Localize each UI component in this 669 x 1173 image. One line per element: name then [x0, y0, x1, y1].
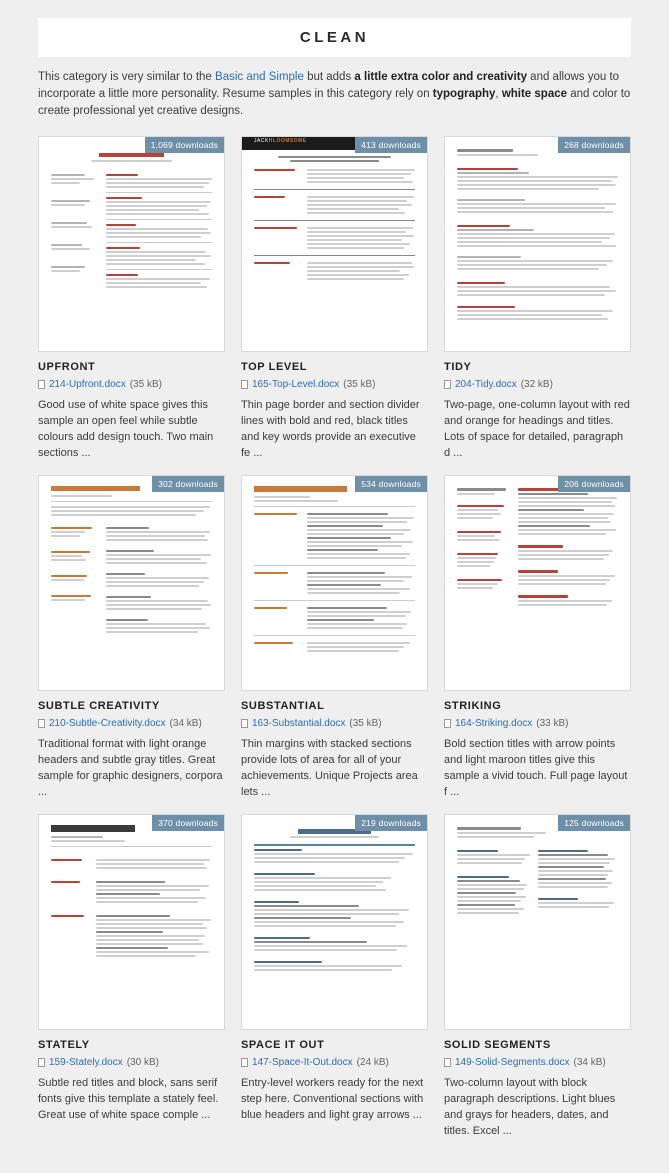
file-size: (24 kB) [356, 1057, 389, 1068]
download-count-badge: 1,069 downloads [145, 137, 224, 153]
resume-preview [445, 476, 630, 690]
download-link[interactable]: 210-Subtle-Creativity.docx [49, 718, 166, 729]
template-thumbnail[interactable] [444, 475, 631, 691]
document-icon [444, 719, 451, 728]
template-name: STRIKING [444, 700, 502, 712]
intro-text-1: This category is very similar to the [38, 71, 216, 83]
document-icon [241, 719, 248, 728]
template-description: Bold section titles with arrow points and light maroon titles give this sample a vivid touch. Full page layout f ... [444, 738, 628, 798]
download-link[interactable]: 163-Substantial.docx [252, 718, 346, 729]
template-file-row [38, 718, 225, 729]
document-icon [444, 1058, 451, 1067]
template-thumbnail[interactable] [444, 814, 631, 1030]
document-icon [38, 380, 45, 389]
template-description: Thin margins with stacked sections provide lots of area for all of your achievements. Unique Projects area lets ... [241, 738, 418, 798]
template-thumbnail[interactable] [38, 475, 225, 691]
download-count-badge: 125 downloads [558, 815, 630, 831]
template-card [38, 136, 225, 461]
template-thumbnail[interactable] [241, 136, 428, 352]
template-description: Two-column layout with block paragraph descriptions. Light blues and grays for headers, dates, and titles. Excel ... [444, 1077, 616, 1137]
template-card [444, 814, 631, 1139]
template-name: SUBTLE CREATIVITY [38, 700, 160, 712]
download-link[interactable]: 147-Space-It-Out.docx [252, 1057, 353, 1068]
resume-template-grid [38, 136, 631, 1153]
template-thumbnail[interactable] [38, 814, 225, 1030]
template-card [444, 475, 631, 800]
template-thumbnail[interactable] [444, 136, 631, 352]
resume-preview [445, 137, 630, 351]
template-description: Traditional format with light orange headers and subtle gray titles. Great sample for graphic designers, corpora ... [38, 738, 223, 798]
file-size: (35 kB) [129, 379, 162, 390]
download-link[interactable]: 149-Solid-Segments.docx [455, 1057, 570, 1068]
template-file-row [444, 718, 631, 729]
category-description [38, 69, 631, 120]
intro-text-4: , [495, 88, 502, 100]
template-description: Entry-level workers ready for the next step here. Conventional sections with blue headers and light gray arrows ... [241, 1077, 424, 1121]
template-file-row [38, 1057, 225, 1068]
download-link[interactable]: 164-Striking.docx [455, 718, 533, 729]
resume-preview [39, 476, 224, 690]
template-description: Good use of white space gives this sample an open feel while subtle colours add design touch. Two main sections ... [38, 399, 214, 459]
template-card [444, 136, 631, 461]
file-size: (34 kB) [169, 718, 202, 729]
template-card [241, 814, 428, 1139]
intro-bold-2: typography [432, 88, 496, 100]
basic-and-simple-link[interactable]: Basic and Simple [215, 71, 304, 83]
resume-preview [242, 476, 427, 690]
template-file-row [241, 379, 428, 390]
template-thumbnail[interactable] [241, 475, 428, 691]
download-count-badge: 370 downloads [152, 815, 224, 831]
download-count-badge: 219 downloads [355, 815, 427, 831]
template-description: Thin page border and section divider lines with bold and red, black titles and key words provide an executive fe ... [241, 399, 420, 459]
download-link[interactable]: 214-Upfront.docx [49, 379, 126, 390]
intro-text-2: but adds [303, 71, 355, 83]
template-thumbnail[interactable] [38, 136, 225, 352]
template-card [241, 475, 428, 800]
page-title: CLEAN [299, 29, 370, 46]
intro-text-5: and color to create professional yet creative designs. [38, 88, 631, 117]
template-description: Two-page, one-column layout with red and orange for headings and titles. Lots of space for detailed, paragraph d ... [444, 399, 630, 459]
resume-preview: JACKHLOOMSOME [242, 137, 427, 351]
template-name: SUBSTANTIAL [241, 700, 325, 712]
document-icon [38, 1058, 45, 1067]
template-card [241, 136, 428, 461]
template-file-row [444, 1057, 631, 1068]
resume-preview [39, 815, 224, 1029]
intro-bold-3: white space [501, 88, 568, 100]
download-link[interactable]: 159-Stately.docx [49, 1057, 123, 1068]
document-icon [241, 1058, 248, 1067]
file-size: (34 kB) [573, 1057, 606, 1068]
template-file-row [241, 718, 428, 729]
download-link[interactable]: 204-Tidy.docx [455, 379, 517, 390]
download-count-badge: 534 downloads [355, 476, 427, 492]
resume-preview [39, 137, 224, 351]
template-name: SOLID SEGMENTS [444, 1039, 551, 1051]
file-size: (32 kB) [520, 379, 553, 390]
intro-text-3: and allows you to incorporate a little more personality. Resume samples in this category rely on [38, 71, 620, 100]
category-title-bar [38, 18, 631, 57]
template-name: UPFRONT [38, 361, 96, 373]
template-name: STATELY [38, 1039, 90, 1051]
file-size: (33 kB) [536, 718, 569, 729]
download-count-badge: 268 downloads [558, 137, 630, 153]
file-size: (35 kB) [349, 718, 382, 729]
template-file-row [444, 379, 631, 390]
template-file-row [38, 379, 225, 390]
intro-bold-1: a little extra color and creativity [354, 71, 527, 83]
resume-preview [445, 815, 630, 1029]
document-icon [444, 380, 451, 389]
resume-preview [242, 815, 427, 1029]
download-link[interactable]: 165-Top-Level.docx [252, 379, 340, 390]
download-count-badge: 206 downloads [558, 476, 630, 492]
file-size: (30 kB) [126, 1057, 159, 1068]
template-name: TOP LEVEL [241, 361, 308, 373]
template-name: TIDY [444, 361, 472, 373]
template-description: Subtle red titles and block, sans serif fonts give this template a stately feel. Great use of white space comple ... [38, 1077, 219, 1121]
template-name: SPACE IT OUT [241, 1039, 325, 1051]
download-count-badge: 302 downloads [152, 476, 224, 492]
template-card [38, 814, 225, 1139]
template-thumbnail[interactable] [241, 814, 428, 1030]
template-file-row [241, 1057, 428, 1068]
document-icon [38, 719, 45, 728]
template-card [38, 475, 225, 800]
document-icon [241, 380, 248, 389]
file-size: (35 kB) [343, 379, 376, 390]
download-count-badge: 413 downloads [355, 137, 427, 153]
